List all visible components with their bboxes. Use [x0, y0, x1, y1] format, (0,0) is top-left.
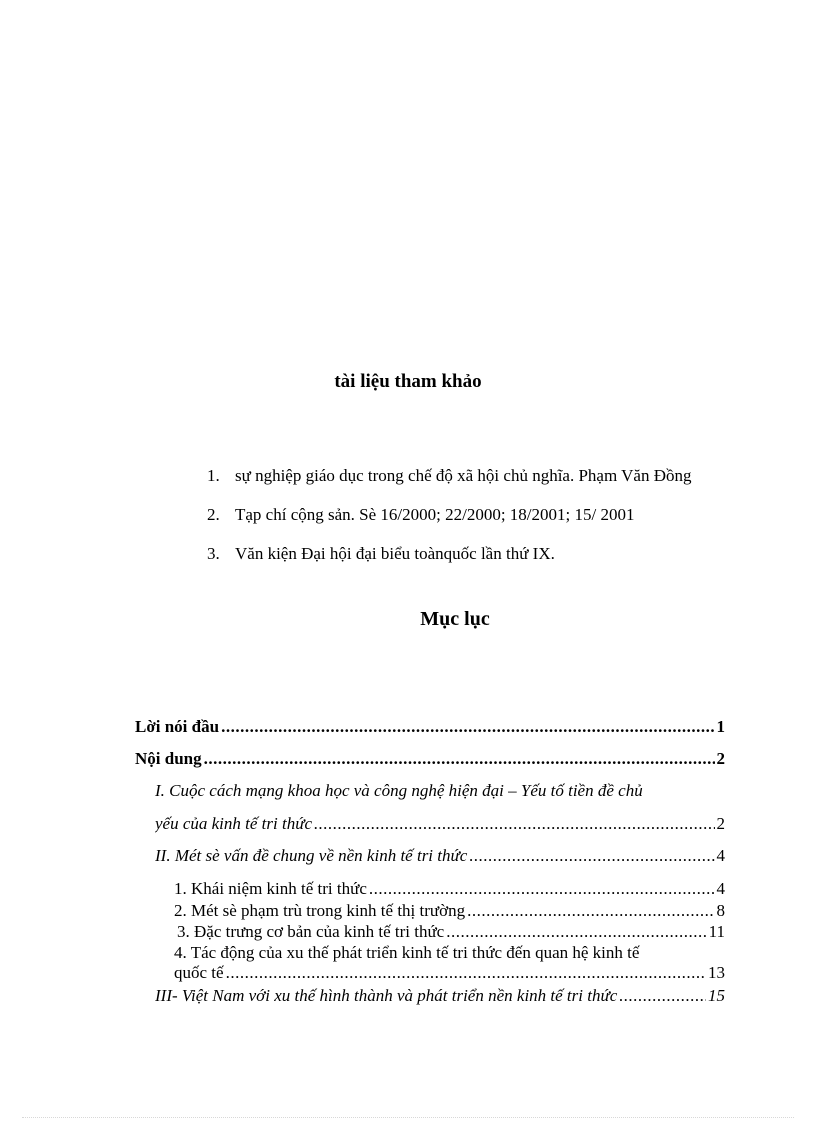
toc-entry-page: 15: [708, 986, 725, 1005]
toc-entry-section-1[interactable]: [155, 814, 725, 834]
toc-entry-text: Lời nói đầu: [135, 717, 220, 736]
toc-entry-text: 3. Đặc trưng cơ bản của kinh tế tri thức: [177, 922, 445, 941]
toc-entry-section-3[interactable]: [155, 986, 725, 1006]
references-list: [207, 459, 727, 576]
toc-leader: [446, 922, 706, 942]
reference-text: sự nghiệp giáo dục trong chế độ xã hội chủ nghĩa. Phạm Văn Đồng: [235, 466, 692, 485]
toc-entry-section-2[interactable]: [155, 846, 725, 866]
toc-leader: [369, 879, 715, 899]
toc-entry-text: III- Việt Nam với xu thế hình thành và phát triển nền kinh tế tri thức: [155, 986, 618, 1005]
toc-entry-text: Nội dung: [135, 749, 202, 768]
toc-leader: [204, 749, 715, 769]
toc-entry-page: 4: [716, 846, 725, 865]
toc-entry-content[interactable]: [135, 749, 725, 769]
toc-leader: [226, 963, 706, 983]
toc-entry-page: 1: [716, 717, 725, 736]
toc-entry-page: 13: [708, 963, 725, 982]
toc-entry-text: quốc tế: [174, 963, 224, 982]
reference-number: 1.: [207, 466, 220, 485]
toc-entry-page: 2: [716, 749, 725, 768]
toc-entry-page: 2: [716, 814, 725, 833]
toc-entry-section-1-line1[interactable]: I. Cuộc cách mạng khoa học và công nghệ hiện đại – Yếu tố tiền đề chủ: [155, 781, 643, 800]
page-bottom-divider: [22, 1117, 794, 1118]
toc-entry-page: 4: [716, 879, 725, 898]
reference-text: Văn kiện Đại hội đại biểu toànquốc lần thứ IX.: [235, 544, 555, 563]
reference-number: 3.: [207, 544, 220, 563]
reference-item: [207, 459, 727, 492]
toc-entry-page: 11: [708, 922, 725, 941]
toc-entry-sub-2[interactable]: [174, 901, 725, 921]
toc-entry-text: 2. Mét sè phạm trù trong kinh tế thị trường: [174, 901, 466, 920]
toc-leader: [469, 846, 714, 866]
toc-entry-intro[interactable]: [135, 717, 725, 737]
reference-item: [207, 537, 727, 570]
toc-leader: [619, 986, 706, 1006]
reference-item: [207, 498, 727, 531]
toc-entry-text: II. Mét sè vấn đề chung về nền kinh tế tri thức: [155, 846, 468, 865]
toc-entry-sub-1[interactable]: [174, 879, 725, 899]
references-title: tài liệu tham khảo: [334, 371, 482, 392]
toc-entry-sub-3[interactable]: [177, 922, 725, 942]
toc-entry-text: 1. Khái niệm kinh tế tri thức: [174, 879, 367, 898]
toc-entry-sub-4-line1[interactable]: 4. Tác động của xu thế phát triển kinh tế tri thức đến quan hệ kinh tế: [174, 943, 640, 962]
toc-entry-text: yếu của kinh tế tri thức: [155, 814, 313, 833]
toc-leader: [221, 717, 714, 737]
toc-leader: [314, 814, 714, 834]
toc-entry-page: 8: [716, 901, 725, 920]
reference-number: 2.: [207, 505, 220, 524]
toc-leader: [467, 901, 714, 921]
reference-text: Tạp chí cộng sản. Sè 16/2000; 22/2000; 18/2001; 15/ 2001: [235, 505, 635, 524]
toc-entry-sub-4[interactable]: [174, 963, 725, 983]
toc-title: Mục lục: [420, 608, 490, 630]
